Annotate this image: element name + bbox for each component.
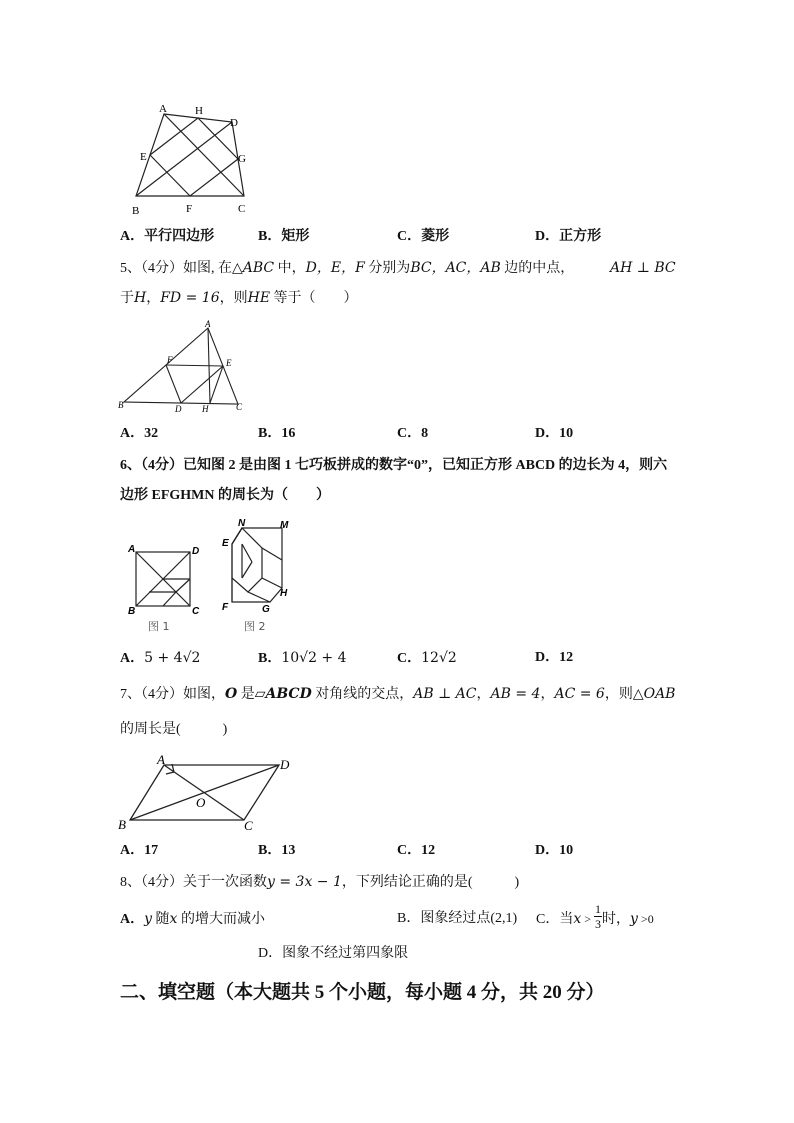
q6-fig1-label-a: A [128, 544, 136, 555]
q6-fig2-label-m: M [280, 520, 289, 531]
q8-option-b[interactable]: B．图象经过点(2,1) [397, 911, 518, 926]
q8-fraction-denominator: 3 [595, 917, 602, 931]
q7-label-c: C [244, 818, 253, 833]
q7-math-ab: AB = 4 [490, 686, 541, 702]
q6-figure-1 [124, 540, 204, 632]
q8-math-x: x [169, 911, 178, 927]
q4-option-c[interactable]: C．菱形 [397, 229, 450, 244]
q7-math-parallelogram: ▱ABCD [254, 686, 312, 702]
q4-label-e: E [140, 151, 147, 163]
q5-option-b[interactable]: B．16 [258, 426, 296, 441]
q5-math-perp [610, 258, 676, 279]
q4-label-g: G [238, 153, 246, 165]
q8-text: 8、（4分）关于一次函数 [120, 875, 267, 890]
q7-math-triangle: △OAB [632, 686, 676, 702]
q6-fig1-label-d: D [192, 546, 200, 557]
q6-option-c[interactable] [397, 648, 457, 669]
q6-fig2-label-h: H [280, 588, 288, 599]
q4-label-f: F [186, 203, 193, 215]
q5-label-f: F [167, 355, 173, 365]
q8-text: >0 [637, 912, 654, 926]
q5-option-c[interactable]: C．8 [397, 426, 429, 441]
q4-option-d[interactable]: D．正方形 [535, 229, 602, 244]
q7-text: 是 [237, 687, 255, 702]
q8-text: > [581, 912, 595, 926]
q6-fig1-caption: 图 1 [148, 620, 170, 632]
q6-option-c-label: C． [397, 651, 422, 666]
q8-math-function: y = 3x − 1 [267, 874, 342, 890]
q8-question [120, 872, 519, 893]
q4-label-h: H [195, 105, 203, 117]
q5-text: 分别为 [364, 261, 411, 276]
q7-option-c[interactable]: C．12 [397, 843, 436, 858]
q6-fig2-label-n: N [238, 518, 246, 529]
q7-text: 7、（4分）如图， [120, 687, 225, 702]
q8-fraction-numerator: 1 [595, 902, 602, 916]
q8-text: 随 [152, 912, 170, 927]
q6-option-c-math: 12√2 [421, 650, 457, 666]
q7-option-a[interactable]: A．17 [120, 843, 159, 858]
q5-question-line2 [120, 288, 358, 309]
q7-text: ，则 [604, 687, 633, 702]
q6-option-d[interactable]: D．12 [535, 650, 574, 665]
q5-label-c: C [236, 402, 243, 412]
q7-option-d[interactable]: D．10 [535, 843, 574, 858]
q6-fig2-label-f: F [222, 602, 229, 613]
q5-question-line1 [120, 258, 574, 279]
q4-label-c: C [238, 203, 246, 215]
q5-label-h: H [202, 404, 209, 414]
q7-figure [114, 750, 304, 836]
q5-math-triangle: △ABC [232, 260, 275, 276]
q5-math-h: H [134, 290, 147, 306]
q8-text: 时， [602, 912, 631, 927]
q6-fig2-caption: 图 2 [244, 620, 266, 633]
q7-label-a: A [157, 752, 165, 767]
q8-math-x: x [573, 911, 582, 927]
q7-question-line1 [120, 684, 675, 705]
q6-option-a-label: A． [120, 651, 145, 666]
q6-option-b[interactable] [258, 648, 347, 669]
q5-math-fd: FD = 16 [160, 290, 220, 306]
q6-fig2-label-e: E [222, 538, 229, 549]
q5-label-e: E [226, 358, 232, 368]
q5-option-d[interactable]: D．10 [535, 426, 574, 441]
q5-text: 边的中点， [500, 261, 575, 276]
q7-text: ， [540, 687, 555, 702]
q8-math-y: y [144, 911, 153, 927]
q5-text: ，则 [219, 291, 248, 306]
q5-math-sides: BC，AC，AB [410, 260, 501, 276]
q7-text: ， [476, 687, 491, 702]
q8-fraction [594, 902, 602, 931]
q5-label-b: B [118, 400, 124, 410]
q7-option-b[interactable]: B．13 [258, 843, 296, 858]
q6-fig1-label-b: B [128, 606, 136, 617]
q7-text: 对角线的交点， [311, 687, 414, 702]
q8-text: C．当 [536, 912, 574, 927]
q6-option-b-math: 10√2 + 4 [281, 650, 347, 666]
q6-question-line2: 边形 EFGHMN 的周长为（ ） [120, 488, 330, 503]
q5-math-he: HE [247, 290, 271, 306]
section-title-fill-in: 二、填空题（本大题共 5 个小题，每小题 4 分，共 20 分） [120, 982, 605, 1003]
q5-math-points: D，E，F [305, 260, 365, 276]
q6-fig1-label-c: C [192, 606, 200, 617]
q7-label-b: B [118, 817, 126, 832]
q6-option-a[interactable] [120, 648, 200, 669]
q7-math-ac: AC = 6 [554, 686, 605, 702]
q5-math-perp-text: AH ⊥ BC [610, 260, 676, 276]
q4-figure [128, 100, 258, 220]
q4-option-a[interactable]: A．平行四边形 [120, 229, 215, 244]
q6-fig2-label-g: G [262, 604, 270, 615]
q6-figure-2 [218, 518, 298, 634]
q7-math-o: O [225, 686, 238, 702]
q5-label-d: D [175, 404, 182, 414]
q5-text: 等于（ ） [270, 291, 358, 306]
q5-option-a[interactable]: A．32 [120, 426, 159, 441]
q8-math-y: y [630, 911, 638, 927]
q4-label-d: D [230, 117, 238, 129]
q8-option-a[interactable] [120, 909, 265, 930]
q4-option-b[interactable]: B．矩形 [258, 229, 310, 244]
q8-option-c[interactable] [536, 902, 654, 936]
q6-option-a-math: 5 + 4√2 [144, 650, 201, 666]
q5-text: 5、（4分）如图, 在 [120, 261, 232, 276]
q7-question-line2: 的周长是( ) [120, 722, 228, 737]
q7-label-d: D [280, 757, 290, 772]
q4-label-b: B [132, 205, 140, 217]
q5-label-a: A [205, 319, 211, 329]
q6-option-b-label: B． [258, 651, 282, 666]
q8-text: 的增大而减小 [177, 912, 265, 927]
q8-text: ，下列结论正确的是( ) [341, 875, 520, 890]
q7-label-o: O [196, 795, 206, 810]
q6-question-line1: 6、（4分）已知图 2 是由图 1 七巧板拼成的数字“0”，已知正方形 ABCD 的边长为 4，则六 [120, 458, 668, 473]
q5-text: 中， [274, 261, 306, 276]
q7-math-perp: AB ⊥ AC [413, 686, 477, 702]
q5-text: ， [146, 291, 161, 306]
q4-label-a: A [159, 103, 167, 115]
q5-text: 于 [120, 291, 134, 306]
q8-option-d[interactable]: D．图象不经过第四象限 [258, 946, 409, 961]
q8-option-a-label: A． [120, 912, 145, 927]
q5-figure [116, 318, 256, 418]
